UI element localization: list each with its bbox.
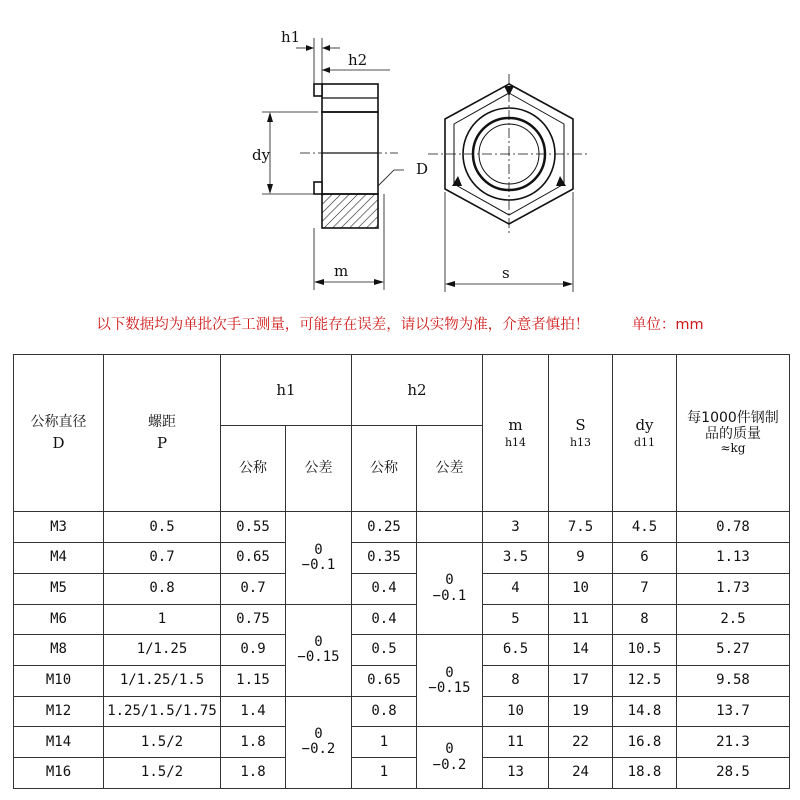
header-d (14, 355, 104, 512)
cell-p: 0.7 (104, 543, 221, 574)
cell-m: 8 (483, 666, 549, 697)
cell-s: 9 (549, 543, 613, 574)
label-h2: h2 (348, 51, 368, 69)
cell-h1-nominal: 1.4 (221, 696, 286, 727)
cell-s: 17 (549, 666, 613, 697)
cell-p: 0.5 (104, 512, 221, 543)
cell-h2-tolerance: 0 −0.2 (417, 727, 483, 789)
cell-p: 1.25/1.5/1.75 (104, 696, 221, 727)
cell-h1-nominal: 0.65 (221, 543, 286, 574)
cell-dy: 8 (613, 604, 677, 635)
cell-s: 11 (549, 604, 613, 635)
table-row (14, 727, 790, 758)
cell-mass: 1.13 (677, 543, 790, 574)
spec-table (13, 354, 790, 789)
cell-h2-nominal: 0.25 (352, 512, 417, 543)
table-row (14, 543, 790, 574)
cell-d: M5 (14, 573, 104, 604)
cell-p: 1/1.25/1.5 (104, 666, 221, 697)
cell-mass: 9.58 (677, 666, 790, 697)
cell-p: 1.5/2 (104, 727, 221, 758)
table-row (14, 604, 790, 635)
cell-mass: 21.3 (677, 727, 790, 758)
cell-p: 0.8 (104, 573, 221, 604)
table-row (14, 573, 790, 604)
label-dy: dy (252, 146, 271, 164)
cell-d: M12 (14, 696, 104, 727)
cell-h1-tolerance: 0 −0.2 (286, 696, 352, 788)
cell-d: M3 (14, 512, 104, 543)
cell-h2-tolerance: 0 −0.15 (417, 635, 483, 727)
header-dy (613, 355, 677, 512)
header-s-tol: h13 (569, 435, 592, 449)
measurement-notice (0, 313, 800, 334)
cell-h1-nominal: 1.8 (221, 758, 286, 789)
cell-p: 1/1.25 (104, 635, 221, 666)
header-dy-sym: dy (635, 416, 654, 435)
cell-p: 1.5/2 (104, 758, 221, 789)
cell-dy: 10.5 (613, 635, 677, 666)
cell-mass: 28.5 (677, 758, 790, 789)
cell-h1-nominal: 1.8 (221, 727, 286, 758)
header-d-sym: D (52, 433, 65, 452)
cell-d: M16 (14, 758, 104, 789)
cell-dy: 16.8 (613, 727, 677, 758)
cell-h1-nominal: 0.75 (221, 604, 286, 635)
header-dy-tol: d11 (633, 435, 656, 449)
cell-s: 14 (549, 635, 613, 666)
cell-mass: 0.78 (677, 512, 790, 543)
notice-text: 以下数据均为单批次手工测量，可能存在误差，请以实物为准，介意者慎拍！ (96, 317, 590, 333)
cell-h2-nominal: 0.35 (352, 543, 417, 574)
cell-dy: 7 (613, 573, 677, 604)
header-h1-nominal: 公称 (221, 426, 286, 512)
cell-dy: 14.8 (613, 696, 677, 727)
label-m: m (334, 262, 349, 280)
cell-m: 13 (483, 758, 549, 789)
cell-m: 5 (483, 604, 549, 635)
cell-h1-tolerance: 0 −0.1 (286, 512, 352, 604)
header-s-sym: S (575, 416, 586, 435)
header-s (549, 355, 613, 512)
table-row (14, 635, 790, 666)
cell-h1-nominal: 0.55 (221, 512, 286, 543)
header-p-cn: 螺距 (148, 414, 176, 431)
cell-h1-nominal: 1.15 (221, 666, 286, 697)
spec-table-body (14, 512, 790, 789)
cell-mass: 1.73 (677, 573, 790, 604)
cell-mass: 13.7 (677, 696, 790, 727)
header-mass (677, 355, 790, 512)
cell-m: 4 (483, 573, 549, 604)
label-s: s (502, 264, 510, 282)
cell-h2-tolerance: 0 −0.1 (417, 543, 483, 635)
cell-p: 1 (104, 604, 221, 635)
label-h1: h1 (281, 28, 301, 46)
cell-m: 3.5 (483, 543, 549, 574)
cell-h2-nominal: 0.8 (352, 696, 417, 727)
header-m-tol: h14 (504, 435, 527, 449)
cell-h1-nominal: 0.7 (221, 573, 286, 604)
cell-dy: 4.5 (613, 512, 677, 543)
header-m (483, 355, 549, 512)
cell-d: M6 (14, 604, 104, 635)
cell-mass: 2.5 (677, 604, 790, 635)
header-h2: h2 (352, 355, 483, 426)
cell-h2-nominal: 0.65 (352, 666, 417, 697)
weld-nut-technical-drawing (0, 0, 800, 300)
table-row (14, 758, 790, 789)
cell-h2-nominal: 1 (352, 727, 417, 758)
cell-h2-nominal: 0.5 (352, 635, 417, 666)
cell-h2-nominal: 0.4 (352, 573, 417, 604)
cell-s: 19 (549, 696, 613, 727)
cell-m: 3 (483, 512, 549, 543)
table-row (14, 512, 790, 543)
side-view (262, 38, 404, 290)
cell-mass: 5.27 (677, 635, 790, 666)
label-D: D (416, 160, 429, 178)
cell-m: 6.5 (483, 635, 549, 666)
cell-d: M4 (14, 543, 104, 574)
header-row-1 (14, 355, 790, 426)
cell-h2-tolerance (417, 512, 483, 543)
cell-m: 11 (483, 727, 549, 758)
cell-dy: 12.5 (613, 666, 677, 697)
header-h2-tolerance: 公差 (417, 426, 483, 512)
cell-d: M14 (14, 727, 104, 758)
cell-s: 10 (549, 573, 613, 604)
cell-s: 24 (549, 758, 613, 789)
header-h1: h1 (221, 355, 352, 426)
cell-s: 22 (549, 727, 613, 758)
cell-d: M10 (14, 666, 104, 697)
header-p (104, 355, 221, 512)
table-row (14, 666, 790, 697)
unit-label: 单位：mm (631, 317, 704, 333)
cell-h1-tolerance: 0 −0.15 (286, 604, 352, 696)
cell-h2-nominal: 1 (352, 758, 417, 789)
header-p-sym: P (156, 433, 168, 452)
cell-s: 7.5 (549, 512, 613, 543)
header-mass-unit: ≈kg (720, 441, 746, 456)
cell-d: M8 (14, 635, 104, 666)
cell-m: 10 (483, 696, 549, 727)
front-view (428, 74, 590, 292)
header-h1-tolerance: 公差 (286, 426, 352, 512)
header-m-sym: m (508, 416, 523, 435)
cell-dy: 18.8 (613, 758, 677, 789)
header-d-cn: 公称直径 (30, 414, 87, 431)
table-row (14, 696, 790, 727)
header-h2-nominal: 公称 (352, 426, 417, 512)
cell-h2-nominal: 0.4 (352, 604, 417, 635)
cell-dy: 6 (613, 543, 677, 574)
header-mass-line1: 每1000件钢制 (687, 410, 779, 427)
cell-h1-nominal: 0.9 (221, 635, 286, 666)
header-mass-line2: 品的质量 (705, 425, 761, 442)
